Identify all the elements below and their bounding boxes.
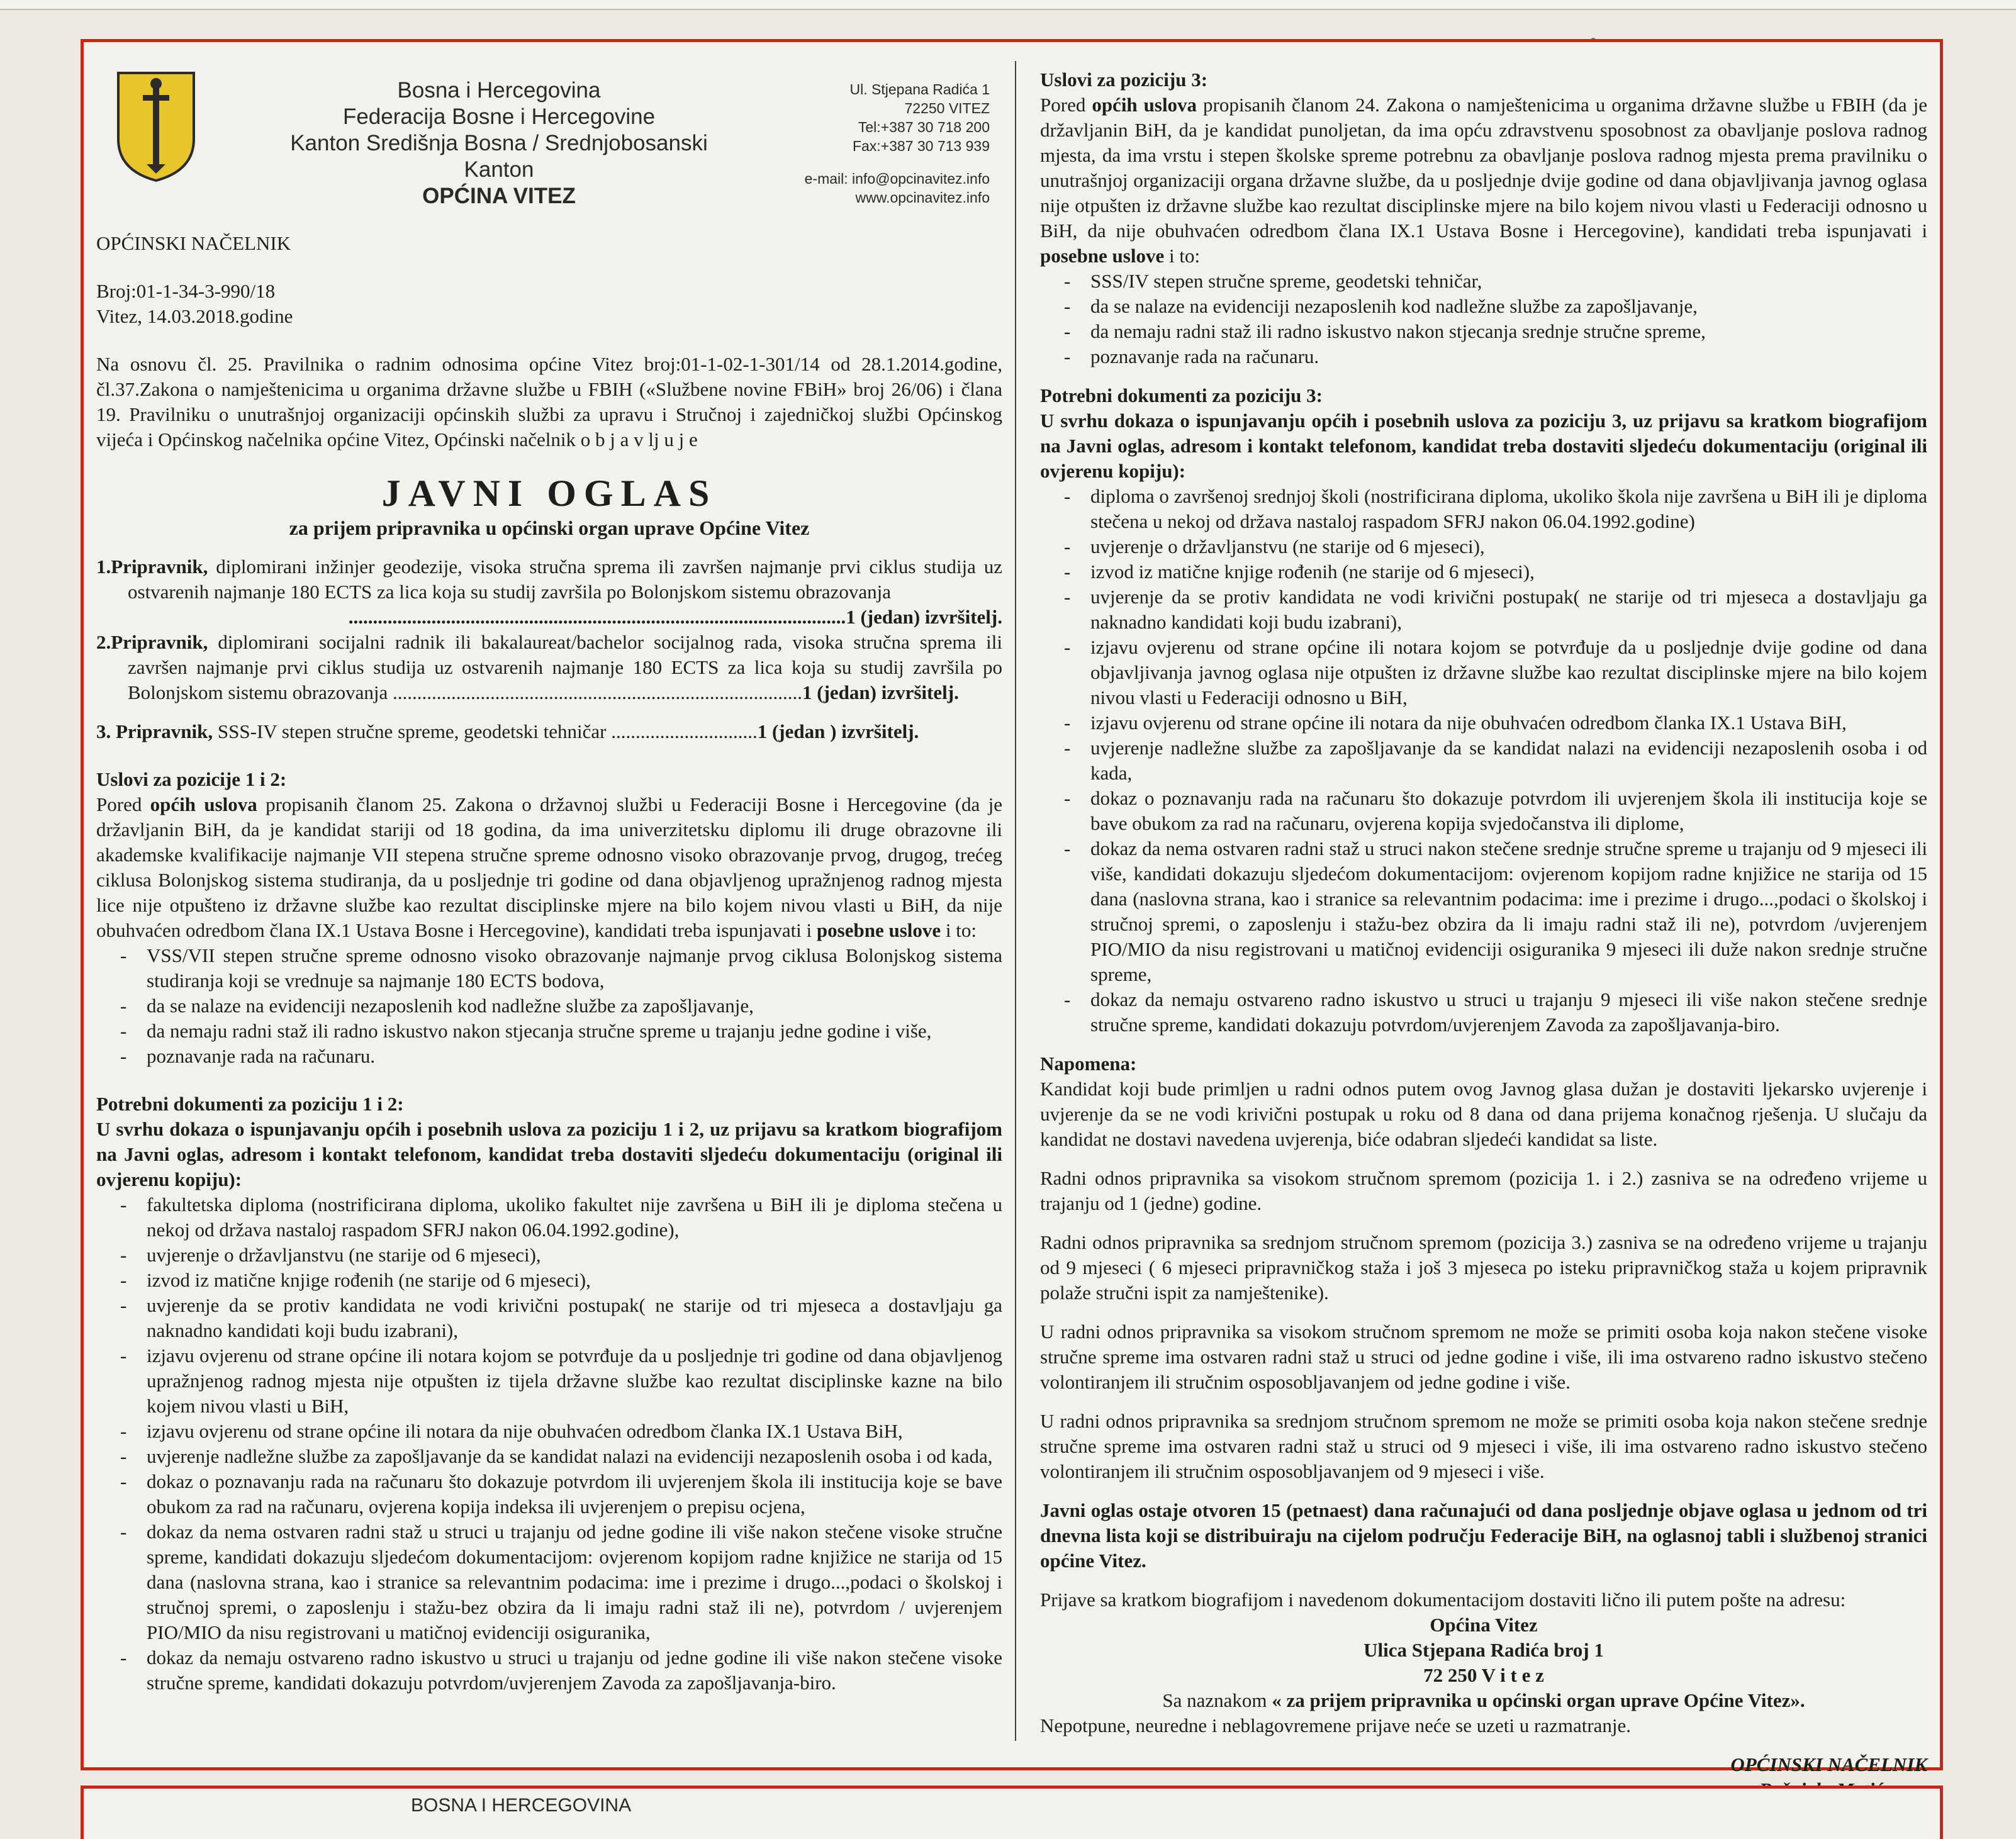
list-item: - izvod iz matične knjige rođenih (ne starije od 6 mjeseci),: [1059, 559, 1927, 584]
announcement-subtitle: za prijem pripravnika u općinski organ uprave Općine Vitez: [289, 517, 810, 539]
note-paragraph: Radni odnos pripravnika sa srednjom stručnom spremom (pozicija 3.) zasniva se na određeno vrijeme u trajanju od 9 mjeseci ( 6 mjeseci pripravničkog staža i još 3 mjeseca po isteku pripravničkog staža u kojem pripravnik polaže stručni ispit za namještenike).: [1040, 1231, 1927, 1304]
conditions-1-2-paragraph: [96, 792, 1002, 943]
list-item: - da se nalaze na evidenciji nezaposlenih kod nadležne službe za zapošljavanje,: [115, 993, 1002, 1019]
list-item: - dokaz da nemaju ostvareno radno iskustvo u struci u trajanju 9 mjeseci ili više nakon stečene srednje stručne spreme, kandidati dokazuju potvrdom/uvjerenjem Zavoda za zapošljavanja-biro.: [1059, 987, 1927, 1037]
position-label: 2.Pripravnik,: [96, 631, 208, 653]
office-name: OPĆINSKI NAČELNIK: [96, 232, 291, 254]
list-item: - uvjerenje nadležne službe za zapošljavanje da se kandidat nalazi na evidenciji nezaposlenih osoba i od kada,: [1059, 735, 1927, 786]
submission-instructions: Prijave sa kratkom biografijom i navedenom dokumentacijom dostaviti lično ili putem pošte na adresu:: [1040, 1589, 1846, 1611]
list-item: - fakultetska diploma (nostrificirana diploma, ukoliko fakultet nije završena u BiH ili je diploma stečena u nekoj od država nastaloj raspadom SFRJ nakon 06.04.1992.godine),: [115, 1192, 1002, 1243]
text-run: općih uslova: [1092, 94, 1197, 116]
conditions-3-heading: Uslovi za poziciju 3:: [1040, 69, 1208, 91]
list-item: - dokaz da nemaju ostvareno radno iskustvo u struci u trajanju od jedne godine ili više nakon stečene visoke stručne spreme, kandidati dokazuju potvrdom/uvjerenjem Zavoda za zapošljavanja-biro.: [115, 1645, 1002, 1696]
list-item: - dokaz o poznavanju rada na računaru što dokazuje potvrdom ili uvjerenjem škola ili institucija koje se bave obukom za rad na računaru, ovjerena kopija svjedočanstva ili diplome,: [1059, 786, 1927, 836]
next-announcement-frame: [81, 1786, 1943, 1839]
announcement-title: JAVNI OGLAS: [381, 472, 717, 514]
street-address: Ul. Stjepana Radića 1: [849, 81, 990, 98]
list-item: - izjavu ovjerenu od strane općine ili notara da nije obuhvaćen odredbom članka IX.1 Ustava BiH,: [115, 1419, 1002, 1444]
list-item: - izjavu ovjerenu od strane općine ili notara da nije obuhvaćen odredbom članka IX.1 Ustava BiH,: [1059, 710, 1927, 735]
list-item: - da nemaju radni staž ili radno iskustvo nakon stjecanja srednje stručne spreme,: [1059, 319, 1927, 344]
list-item: - VSS/VII stepen stručne spreme odnosno visoko obrazovanje najmanje prvog ciklusa Bolonjskog sistema studiranja koji se vrednuje sa najmanje 180 ECTS bodova,: [115, 943, 1002, 993]
right-column: [1040, 67, 1927, 1803]
list-item: - uvjerenje da se protiv kandidata ne vodi krivični postupak( ne starije od tri mjeseca a dostavljaju ga naknadno kandidati koji budu izabrani),: [1059, 584, 1927, 635]
conditions-3-paragraph: [1040, 92, 1927, 269]
text-run: općih uslova: [150, 793, 257, 815]
column-divider: [1015, 61, 1016, 1741]
phone: Tel:+387 30 718 200: [858, 119, 990, 135]
reference-date: Vitez, 14.03.2018.godine: [96, 305, 293, 327]
left-column: [96, 67, 1002, 1696]
position-count: 1 (jedan) izvršitelj.: [802, 681, 959, 703]
list-item: - uvjerenje o državljanstvu (ne starije od 6 mjeseci),: [1059, 534, 1927, 559]
text-run: propisanih članom 25. Zakona o državnoj službi u Federaciji Bosne i Hercegovine (da je državljanin BiH, da je kandidat stariji od 18 godina, da ima univerzitetsku diplomu ili druge obrazovne ili akademske kvalifikacije najmanje VII stepena stručne spreme odnosno visoko obrazovanje prvog, drugog, trećeg ciklusa Bolonjskog sistema studiranja, da u posljednje tri godine od dana objavljenog upražnjenog radnog mjesta lice nije otpušteno iz državne službe kao rezultat disciplinske mjere na bilo kojem nivou vlasti u BiH, da nije obuhvaćen odredbom člana IX.1 Ustava Bosne i Hercegovine), kandidati treba ispunjavati i: [96, 793, 1002, 941]
documents-3-heading: Potrebni dokumenti za poziciju 3:: [1040, 384, 1323, 406]
text-run: « za prijem pripravnika u općinski organ uprave Općine Vitez».: [1272, 1689, 1805, 1711]
position-1: [96, 554, 1002, 605]
documents-1-2-heading: Potrebni dokumenti za poziciju 1 i 2:: [96, 1093, 404, 1115]
list-item: - uvjerenje o državljanstvu (ne starije od 6 mjeseci),: [115, 1243, 1002, 1268]
list-item: - dokaz da nema ostvaren radni staž u struci nakon stečene srednje stručne spreme u trajanju od 9 mjeseci ili više, kandidati dokazuju sljedećom dokumentacijom: ovjerenom kopijom radne knjižice ne starija od 15 dana (naslovna strana, kao i stranice sa relevantnim podacima: ime i prezime i drugo...,podaci o školskoj i stručnoj spremi, o zaposlenju i stažu-bez obzira da li imaju radni staž ili ne), potvrdom /uvjerenjem PIO/MIO da nisu registrovani u matičnoj evidenciji osiguranika 9 mjeseci ili duže nakon srednje stručne spreme,: [1059, 836, 1927, 987]
list-item: - izjavu ovjerenu od strane općine ili notara kojom se potvrđuje da u posljednje tri godine od dana objavljenog upražnjenog radnog mjesta nije otpušten iz tijela državne službe kao rezultat disciplinske kazne na bilo kojem nivou vlasti u BiH,: [115, 1343, 1002, 1419]
list-item: - da nemaju radni staž ili radno iskustvo nakon stjecanja stručne spreme u trajanju jedne godine i više,: [115, 1019, 1002, 1044]
position-label: 1.Pripravnik,: [96, 556, 208, 578]
header-line: Federacija Bosne i Hercegovine: [342, 104, 656, 129]
text-run: posebne uslove: [1040, 245, 1165, 267]
legal-basis-paragraph: Na osnovu čl. 25. Pravilnika o radnim odnosima općine Vitez broj:01-1-02-1-301/14 od 28.1.2014.godine, čl.37.Zakona o namještenicima u organima državne službe u FBIH («Službene novine FBiH» broj 26/06) i člana 19. Pravilniku o unutrašnjoj organizaciji općinskih službi za upravu i Stručnoj i zajedničkoj službi Općinskog vijeća i Općinskog načelnika općine Vitez, Općinski načelnik o b j a v lj u j e: [96, 353, 1002, 450]
address-line: Općina Vitez: [1430, 1614, 1538, 1636]
postal-address: 72250 VITEZ: [904, 100, 990, 116]
text-run: Sa naznakom: [1162, 1689, 1272, 1711]
website: www.opcinavitez.info: [855, 189, 990, 206]
open-period-notice: Javni oglas ostaje otvoren 15 (petnaest) dana računajući od dana posljednje objave oglasa u jednom od tri dnevna lista koji se distribuiraju na cijelom području Federacije BiH, na oglasnoj tabli i službenoj stranici općine Vitez.: [1040, 1499, 1927, 1572]
text-run: i to:: [1164, 245, 1201, 267]
text-run: Pored: [96, 793, 150, 815]
fax: Fax:+387 30 713 939: [852, 138, 990, 154]
note-paragraph: U radni odnos pripravnika sa visokom stručnom spremom ne može se primiti osoba koja nakon stečene visoke stručne spreme ima ostvaren radni staž u struci od jedne godine i više, ili ima ostvareno radno iskustvo stečeno volontiranjem ili stručnim osposobljavanjem od jedne godine i više.: [1040, 1321, 1927, 1393]
list-item: - poznavanje rada na računaru.: [1059, 344, 1927, 369]
documents-1-2-intro: U svrhu dokaza o ispunjavanju općih i posebnih uslova za poziciju 1 i 2, uz prijavu sa kratkom biografijom na Javni oglas, adresom i kontakt telefonom, kandidat treba dostaviti sljedeću dokumentaciju (original ili ovjerenu kopiju):: [96, 1118, 1002, 1190]
email: e-mail: info@opcinavitez.info: [804, 170, 990, 187]
list-item: - izvod iz matične knjige rođenih (ne starije od 6 mjeseci),: [115, 1268, 1002, 1293]
list-item: - poznavanje rada na računaru.: [115, 1044, 1002, 1069]
note-paragraph: Kandidat koji bude primljen u radni odnos putem ovog Javnog glasa dužan je dostaviti ljekarsko uvjerenje i uvjerenje da se ne vodi krivični postupak u roku od 8 dana od dana prijema konačnog rješenja. U slučaju da kandidat ne dostavi navedena uvjerenja, biće odabran sljedeći kandidat sa liste.: [1040, 1078, 1927, 1150]
list-item: - dokaz o poznavanju rada na računaru što dokazuje potvrdom ili uvjerenjem škola ili institucija koje se bave obukom za rad na računaru, ovjerena kopija indeksa ili uvjerenjem o prepisu ocjena,: [115, 1469, 1002, 1519]
conditions-1-2-list: [96, 943, 1002, 1069]
text-run: i to:: [941, 919, 977, 941]
header-line: Kanton Središnja Bosna / Srednjobosanski Kanton: [290, 131, 708, 182]
conditions-3-list: [1040, 269, 1927, 369]
conditions-1-2-heading: Uslovi za pozicije 1 i 2:: [96, 768, 287, 790]
position-text: diplomirani inžinjer geodezije, visoka stručna sprema ili završen najmanje prvi ciklus studija uz ostvarenih najmanje 180 ECTS za lica koja su studij završila po Bolonjskom sistemu obrazovanja: [128, 556, 1002, 603]
position-text: SSS-IV stepen stručne spreme, geodetski tehničar ..............................: [213, 720, 758, 742]
address-line: 72 250 V i t e z: [1423, 1664, 1544, 1686]
text-run: Pored: [1040, 94, 1092, 116]
page-top-rule: [0, 0, 2016, 10]
position-3: [96, 719, 1002, 744]
letterhead: [96, 67, 1002, 212]
letterhead-contact: [776, 80, 990, 207]
position-2: [96, 630, 1002, 705]
text-run: propisanih članom 24. Zakona o namještenicima u organima državne službe u FBIH (da je državljanin BiH, da je kandidat punoljetan, da ima opću zdravstvenu sposobnost za obavljanje poslova radnog mjesta, da ima vrstu i stepen školske spreme potrebnu za obavljanje poslova radnog mjesta prema pravilniku o unutrašnjoj organizaciji organa državne službe, da u posljednje dvije godine od dana objavljivanja javnog oglasa nije otpušten iz državne službe kao rezultat disciplinske mjere na bilo kojem nivou vlasti u Federaciji odnosno u BiH, da nije obuhvaćen odredbom člana IX.1 Ustava Bosne i Hercegovine), kandidati treba ispunjavati i: [1040, 94, 1927, 242]
incomplete-applications-note: Nepotpune, neuredne i neblagovremene prijave neće se uzeti u razmatranje.: [1040, 1714, 1632, 1736]
note-paragraph: Radni odnos pripravnika sa visokom stručnom spremom (pozicija 1. i 2.) zasniva se na određeno vrijeme u trajanju od 1 (jedne) godine.: [1040, 1167, 1927, 1214]
list-item: - dokaz da nema ostvaren radni staž u struci u trajanju od jedne godine ili više nakon stečene visoke stručne spreme, kandidati dokazuju sljedećom dokumentacijom: ovjerenom kopijom radne knjižice ne starija od 15 dana (naslovna strana, kao i stranice sa relevantnim podacima: ime i prezime i drugo...,podaci o školskoj i stručnoj spremi, o zaposlenju i stažu-bez obzira da li imaju radni staž ili ne), potvrdom / uvjerenjem PIO/MIO da nisu registrovani u matičnoj evidenciji osiguranika,: [115, 1519, 1002, 1645]
documents-3-intro: U svrhu dokaza o ispunjavanju općih i posebnih uslova za poziciju 3, uz prijavu sa kratkom biografijom na Javni oglas, adresom i kontakt telefonom, kandidat treba dostaviti sljedeću dokumentaciju (original ili ovjerenu kopiju):: [1040, 410, 1927, 482]
documents-1-2-list: [96, 1192, 1002, 1696]
list-item: - diploma o završenoj srednjoj školi (nostrificirana diploma, ukoliko škola nije završena u BiH ili je diploma stečena u nekoj od država nastaloj raspadom SFRJ nakon 06.04.1992.godine): [1059, 484, 1927, 534]
position-label: 3. Pripravnik,: [96, 720, 213, 742]
list-item: - SSS/IV stepen stručne spreme, geodetski tehničar,: [1059, 269, 1927, 294]
reference-number: Broj:01-1-34-3-990/18: [96, 280, 276, 302]
marking-instruction: [1040, 1688, 1927, 1713]
list-item: - da se nalaze na evidenciji nezaposlenih kod nadležne službe za zapošljavanje,: [1059, 294, 1927, 319]
signature-title: OPĆINSKI NAČELNIK: [1730, 1753, 1927, 1775]
list-item: - izjavu ovjerenu od strane općine ili notara kojom se potvrđuje da u posljednje dvije godine od dana objavljivanja javnog oglasa nije otpušten iz državne službe kao rezultat disciplinske mjere na bilo kojem nivou vlasti u Federaciji odnosno u BiH,: [1059, 635, 1927, 710]
coat-of-arms-icon: [115, 70, 197, 183]
position-1-count: ......................................................................................................1 (jedan) izvršitelj.: [348, 606, 1002, 628]
list-item: - uvjerenje nadležne službe za zapošljavanje da se kandidat nalazi na evidenciji nezaposlenih osoba i od kada,: [115, 1444, 1002, 1469]
header-line: Bosna i Hercegovina: [397, 78, 601, 103]
note-heading: Napomena:: [1040, 1053, 1137, 1075]
note-paragraph: U radni odnos pripravnika sa srednjom stručnom spremom ne može se primiti osoba koja nakon stečene srednje stručne spreme ima ostvaren radni staž u struci od 9 mjeseci i više, ili ima ostvareno radno iskustvo stečeno volontiranjem ili stručnim osposobljavanjem od 9 mjeseci i više.: [1040, 1410, 1927, 1482]
municipality-name: OPĆINA VITEZ: [422, 184, 576, 208]
letterhead-center: [272, 77, 725, 210]
announcement-frame: [81, 39, 1943, 1775]
address-line: Ulica Stjepana Radića broj 1: [1364, 1639, 1604, 1661]
position-count: 1 (jedan ) izvršitelj.: [757, 720, 919, 742]
position-text: diplomirani socijalni radnik ili bakalaureat/bachelor socijalnog rada, visoka stručna sprema ili završen najmanje prvi ciklus studija uz ostvarenih najmanje 180 ECTS za lica koja su studij završila po Bolonjskom sistemu obrazovanja ....................................................................................: [128, 631, 1002, 703]
list-item: - uvjerenje da se protiv kandidata ne vodi krivični postupak( ne starije od tri mjeseca a dostavljaju ga naknadno kandidati koji budu izabrani),: [115, 1293, 1002, 1343]
documents-3-list: [1040, 484, 1927, 1037]
text-run: posebne uslove: [816, 919, 941, 941]
next-announcement-header: BOSNA I HERCEGOVINA: [411, 1795, 632, 1816]
